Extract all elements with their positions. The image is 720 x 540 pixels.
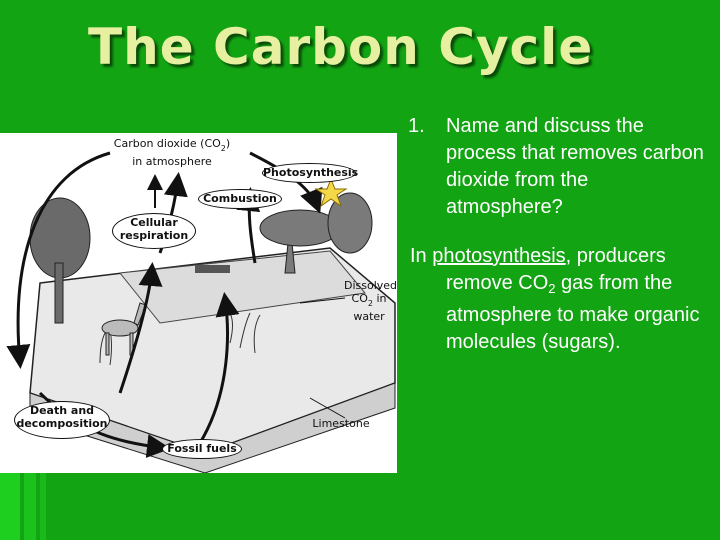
label-dissolved-co2 xyxy=(344,279,398,323)
answer-prefix: In xyxy=(410,245,433,267)
answer-subscript: 2 xyxy=(548,281,556,296)
label-combustion: Combustion xyxy=(198,189,282,209)
slide-title: The Carbon Cycle xyxy=(88,18,594,76)
label-fossil-fuels: Fossil fuels xyxy=(162,439,242,459)
dissolved-line3: water xyxy=(353,310,385,323)
carbon-cycle-diagram xyxy=(0,133,397,473)
respiration-line2: respiration xyxy=(119,229,189,242)
label-death-decomposition xyxy=(14,401,110,439)
question-number: 1. xyxy=(408,115,425,137)
answer-text2: gas from the atmosphere to make organic molecules (sugars). xyxy=(446,272,700,353)
question-text: Name and discuss the process that removes carbon dioxide from the atmosphere? xyxy=(446,115,704,218)
dissolved-in: in xyxy=(372,292,387,305)
dissolved-subscript: 2 xyxy=(367,299,373,308)
label-cellular-respiration xyxy=(112,213,196,249)
death-line2: decomposition xyxy=(16,417,108,430)
co2-atmosphere-line2: in atmosphere xyxy=(132,155,212,168)
question-item xyxy=(400,113,710,221)
respiration-line1: Cellular xyxy=(130,216,178,229)
co2-subscript: 2 xyxy=(220,144,226,153)
label-photosynthesis: Photosynthesis xyxy=(262,163,356,183)
death-line1: Death and xyxy=(29,404,95,417)
answer-term: photosynthesis xyxy=(432,245,566,267)
label-co2-atmosphere xyxy=(112,137,232,168)
label-limestone: Limestone xyxy=(312,417,370,430)
co2-close: ) xyxy=(225,137,231,150)
dissolved-line1: Dissolved xyxy=(344,279,398,292)
slide-body xyxy=(400,113,710,356)
dissolved-co: CO xyxy=(351,292,368,305)
decor-stripe xyxy=(40,465,46,540)
answer-comma: , xyxy=(565,245,572,267)
answer-text1: producers remove CO xyxy=(446,245,666,294)
boat xyxy=(195,265,230,273)
decor-stripe xyxy=(24,465,36,540)
decor-stripe xyxy=(0,465,20,540)
answer-paragraph xyxy=(400,243,710,356)
co2-atmosphere-line1: Carbon dioxide (CO xyxy=(113,137,221,150)
